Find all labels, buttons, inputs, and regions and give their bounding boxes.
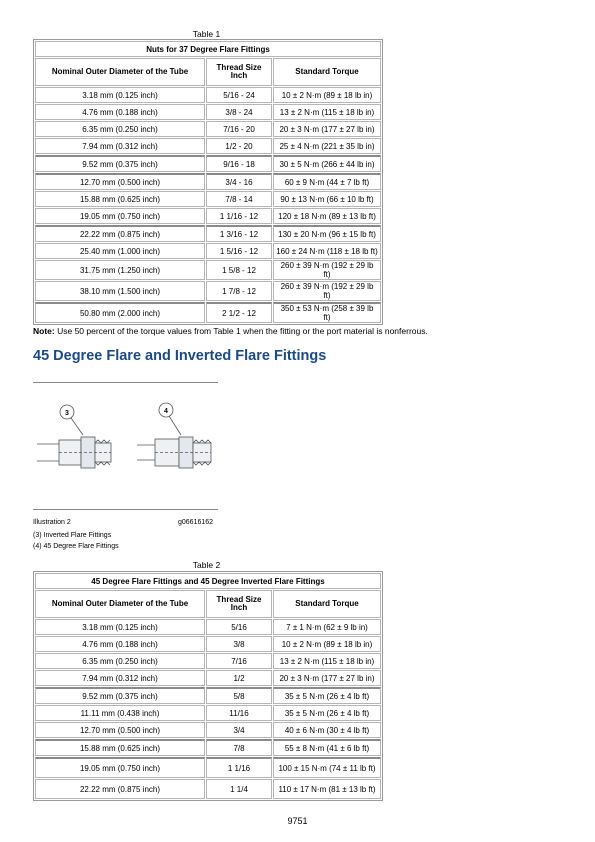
table2	[33, 571, 383, 801]
cell-torque: 30 ± 5 N·m (266 ± 44 lb in)	[273, 155, 381, 172]
cell-diameter: 38.10 mm (1.500 inch)	[35, 281, 205, 301]
cell-thread-size: 7/16	[206, 653, 272, 669]
cell-thread-size: 1 5/16 - 12	[206, 243, 272, 259]
table-row	[35, 281, 381, 301]
table-row	[35, 302, 381, 323]
cell-torque: 120 ± 18 N·m (89 ± 13 lb ft)	[273, 208, 381, 224]
cell-torque: 20 ± 3 N·m (177 ± 27 lb in)	[273, 670, 381, 686]
table1-header-diameter: Nominal Outer Diameter of the Tube	[35, 58, 205, 86]
table-row	[35, 155, 381, 172]
cell-torque: 130 ± 20 N·m (96 ± 15 lb ft)	[273, 225, 381, 242]
section-heading: 45 Degree Flare and Inverted Flare Fittings	[33, 348, 327, 364]
table-row	[35, 173, 381, 190]
cell-diameter: 4.76 mm (0.188 inch)	[35, 104, 205, 120]
cell-diameter: 9.52 mm (0.375 inch)	[35, 687, 205, 704]
cell-torque: 13 ± 2 N·m (115 ± 18 lb in)	[273, 104, 381, 120]
cell-thread-size: 1 1/4	[206, 779, 272, 799]
callout-4: 4	[164, 408, 168, 415]
table1	[33, 39, 383, 325]
legend-item-4: (4) 45 Degree Flare Fittings	[33, 543, 119, 550]
note-text: Use 50 percent of the torque values from Table 1 when the fitting or the port material is nonferrous.	[54, 326, 428, 336]
cell-diameter: 31.75 mm (1.250 inch)	[35, 260, 205, 280]
cell-torque: 25 ± 4 N·m (221 ± 35 lb in)	[273, 138, 381, 154]
table2-header-thread: Thread Size Inch	[206, 590, 272, 618]
cell-diameter: 4.76 mm (0.188 inch)	[35, 636, 205, 652]
table-row	[35, 670, 381, 686]
cell-thread-size: 3/8	[206, 636, 272, 652]
cell-thread-size: 5/16	[206, 619, 272, 635]
cell-diameter: 25.40 mm (1.000 inch)	[35, 243, 205, 259]
illustration-label: Illustration 2	[33, 519, 71, 526]
table-row	[35, 243, 381, 259]
cell-torque: 10 ± 2 N·m (89 ± 18 lb in)	[273, 636, 381, 652]
cell-torque: 60 ± 9 N·m (44 ± 7 lb ft)	[273, 173, 381, 190]
cell-diameter: 50.80 mm (2.000 inch)	[35, 302, 205, 323]
cell-thread-size: 3/4	[206, 722, 272, 738]
illustration-top-rule	[33, 382, 218, 383]
cell-torque: 260 ± 39 N·m (192 ± 29 lb ft)	[273, 281, 381, 301]
table-row	[35, 191, 381, 207]
table-row	[35, 779, 381, 799]
table1-header-thread: Thread Size Inch	[206, 58, 272, 86]
table-row	[35, 687, 381, 704]
cell-thread-size: 5/16 - 24	[206, 87, 272, 103]
note-label: Note:	[33, 326, 55, 336]
cell-thread-size: 1/2	[206, 670, 272, 686]
cell-thread-size: 1 1/16 - 12	[206, 208, 272, 224]
cell-thread-size: 3/8 - 24	[206, 104, 272, 120]
illustration-bottom-rule	[33, 509, 218, 510]
cell-diameter: 3.18 mm (0.125 inch)	[35, 619, 205, 635]
cell-torque: 100 ± 15 N·m (74 ± 11 lb ft)	[273, 757, 381, 778]
cell-diameter: 15.88 mm (0.625 inch)	[35, 191, 205, 207]
table-row	[35, 636, 381, 652]
table2-header-torque: Standard Torque	[273, 590, 381, 618]
cell-diameter: 15.88 mm (0.625 inch)	[35, 739, 205, 756]
cell-diameter: 9.52 mm (0.375 inch)	[35, 155, 205, 172]
cell-thread-size: 9/16 - 18	[206, 155, 272, 172]
cell-diameter: 7.94 mm (0.312 inch)	[35, 670, 205, 686]
table-row	[35, 653, 381, 669]
table-row	[35, 138, 381, 154]
table-row	[35, 208, 381, 224]
cell-thread-size: 1 7/8 - 12	[206, 281, 272, 301]
cell-torque: 110 ± 17 N·m (81 ± 13 lb ft)	[273, 779, 381, 799]
cell-torque: 90 ± 13 N·m (66 ± 10 lb ft)	[273, 191, 381, 207]
callout-3: 3	[65, 410, 69, 417]
cell-thread-size: 7/8 - 14	[206, 191, 272, 207]
cell-thread-size: 3/4 - 16	[206, 173, 272, 190]
cell-diameter: 3.18 mm (0.125 inch)	[35, 87, 205, 103]
flare-fittings-illustration	[33, 393, 223, 503]
table-row	[35, 225, 381, 242]
table-row	[35, 104, 381, 120]
cell-torque: 55 ± 8 N·m (41 ± 6 lb ft)	[273, 739, 381, 756]
cell-diameter: 22.22 mm (0.875 inch)	[35, 225, 205, 242]
table1-header-torque: Standard Torque	[273, 58, 381, 86]
cell-torque: 40 ± 6 N·m (30 ± 4 lb ft)	[273, 722, 381, 738]
table1-caption: Table 1	[192, 29, 221, 39]
table-row	[35, 739, 381, 756]
cell-diameter: 6.35 mm (0.250 inch)	[35, 653, 205, 669]
table2-header-diameter: Nominal Outer Diameter of the Tube	[35, 590, 205, 618]
page-number: 9751	[287, 816, 308, 826]
cell-thread-size: 11/16	[206, 705, 272, 721]
cell-torque: 20 ± 3 N·m (177 ± 27 lb in)	[273, 121, 381, 137]
cell-torque: 160 ± 24 N·m (118 ± 18 lb ft)	[273, 243, 381, 259]
cell-torque: 13 ± 2 N·m (115 ± 18 lb in)	[273, 653, 381, 669]
cell-torque: 350 ± 53 N·m (258 ± 39 lb ft)	[273, 302, 381, 323]
legend-item-3: (3) Inverted Flare Fittings	[33, 532, 112, 539]
table2-caption: Table 2	[192, 560, 221, 570]
cell-torque: 10 ± 2 N·m (89 ± 18 lb in)	[273, 87, 381, 103]
cell-diameter: 19.05 mm (0.750 inch)	[35, 208, 205, 224]
cell-torque: 35 ± 5 N·m (26 ± 4 lb ft)	[273, 705, 381, 721]
table-row	[35, 121, 381, 137]
table2-title: 45 Degree Flare Fittings and 45 Degree Inverted Flare Fittings	[35, 573, 381, 589]
table-row	[35, 757, 381, 778]
table-row	[35, 619, 381, 635]
illustration-code: g06616162	[178, 519, 214, 526]
table-row	[35, 87, 381, 103]
table1-title: Nuts for 37 Degree Flare Fittings	[35, 41, 381, 57]
table-row	[35, 722, 381, 738]
cell-diameter: 7.94 mm (0.312 inch)	[35, 138, 205, 154]
cell-thread-size: 7/16 - 20	[206, 121, 272, 137]
cell-diameter: 12.70 mm (0.500 inch)	[35, 722, 205, 738]
note	[33, 326, 428, 336]
cell-diameter: 22.22 mm (0.875 inch)	[35, 779, 205, 799]
cell-torque: 260 ± 39 N·m (192 ± 29 lb ft)	[273, 260, 381, 280]
cell-torque: 35 ± 5 N·m (26 ± 4 lb ft)	[273, 687, 381, 704]
cell-diameter: 11.11 mm (0.438 inch)	[35, 705, 205, 721]
cell-diameter: 19.05 mm (0.750 inch)	[35, 757, 205, 778]
table-row	[35, 260, 381, 280]
cell-thread-size: 1/2 - 20	[206, 138, 272, 154]
cell-diameter: 12.70 mm (0.500 inch)	[35, 173, 205, 190]
cell-diameter: 6.35 mm (0.250 inch)	[35, 121, 205, 137]
cell-thread-size: 5/8	[206, 687, 272, 704]
cell-thread-size: 1 5/8 - 12	[206, 260, 272, 280]
cell-thread-size: 1 1/16	[206, 757, 272, 778]
table-row	[35, 705, 381, 721]
cell-thread-size: 7/8	[206, 739, 272, 756]
cell-thread-size: 1 3/16 - 12	[206, 225, 272, 242]
cell-thread-size: 2 1/2 - 12	[206, 302, 272, 323]
cell-torque: 7 ± 1 N·m (62 ± 9 lb in)	[273, 619, 381, 635]
